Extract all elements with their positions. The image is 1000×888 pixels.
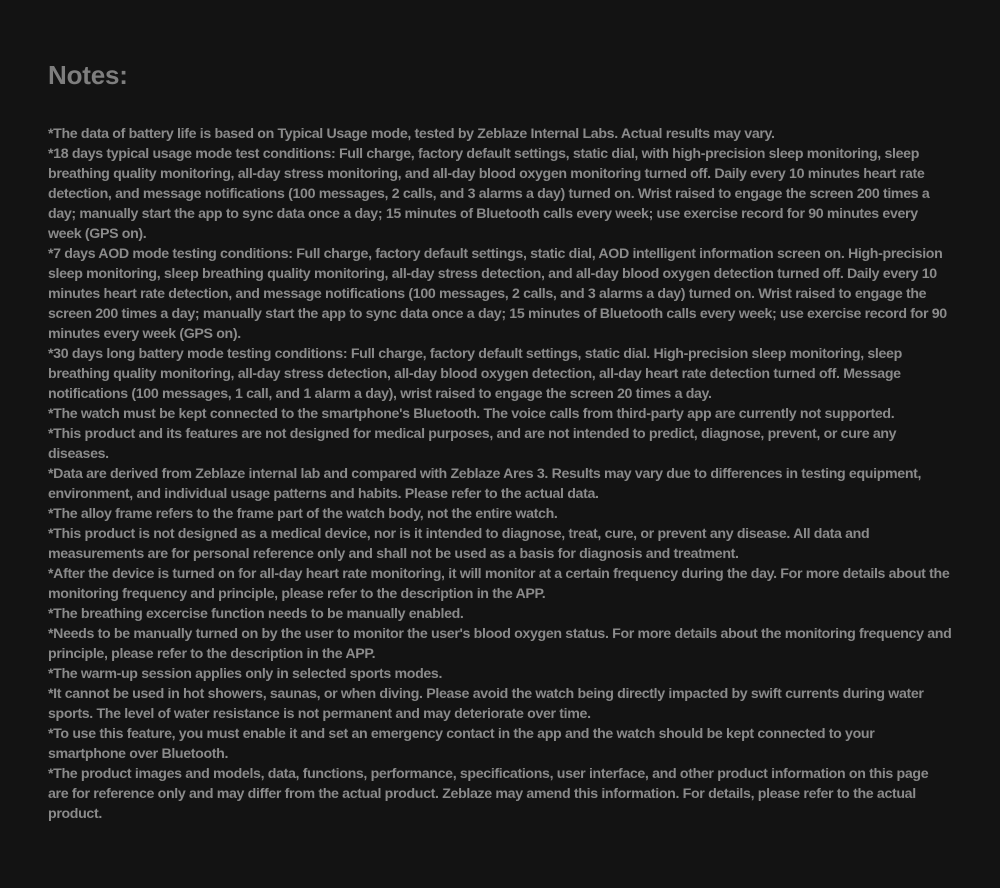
note-blood-oxygen: *Needs to be manually turned on by the user to monitor the user's blood oxygen status. For more details about the monitoring frequency and principle, please refer to the description in the APP.: [48, 626, 952, 662]
note-7-days-aod-mode: *7 days AOD mode testing conditions: Full charge, factory default settings, static dial, AOD intelligent information screen on. High-precision sleep monitoring, sleep breathing quality monitoring, all-day stress detection, and all-day blood oxygen detection turned off. Daily every 10 minutes heart rate detection, and message notifications (100 messages, 2 calls, and 3 alarms a day) turned on. Wrist raised to engage the screen 200 times a day; manually start the app to sync data once a day; 15 minutes of Bluetooth calls every week; use exercise record for 90 minutes every week (GPS on).: [48, 246, 947, 342]
note-bluetooth-connection: *The watch must be kept connected to the smartphone's Bluetooth. The voice calls from third-party app are currently not supported.: [48, 406, 895, 422]
note-product-information: *The product images and models, data, functions, performance, specifications, user interface, and other product information on this page are for reference only and may differ from the actual product. Zeblaze may amend this information. For details, please refer to the actual product.: [48, 766, 929, 822]
note-heart-rate-monitoring: *After the device is turned on for all-day heart rate monitoring, it will monitor at a certain frequency during the day. For more details about the monitoring frequency and principle, please refer to the description in the APP.: [48, 566, 950, 602]
note-battery-life-basis: *The data of battery life is based on Typical Usage mode, tested by Zeblaze Internal Labs. Actual results may vary.: [48, 126, 775, 142]
note-warm-up-session: *The warm-up session applies only in selected sports modes.: [48, 666, 443, 682]
note-not-medical-device: *This product is not designed as a medical device, nor is it intended to diagnose, treat, cure, or prevent any disease. All data and measurements are for personal reference only and shall not be used as a basis for diagnosis and treatment.: [48, 526, 870, 562]
notes-title: Notes:: [48, 60, 128, 90]
note-not-medical-purposes: *This product and its features are not designed for medical purposes, and are not intended to predict, diagnose, prevent, or cure any diseases.: [48, 426, 897, 462]
note-alloy-frame: *The alloy frame refers to the frame part of the watch body, not the entire watch.: [48, 506, 558, 522]
note-data-source: *Data are derived from Zeblaze internal lab and compared with Zeblaze Ares 3. Results may vary due to differences in testing equipment, environment, and individual usage patterns and habits. Please refer to the actual data.: [48, 466, 922, 502]
note-30-days-long-battery: *30 days long battery mode testing conditions: Full charge, factory default settings, static dial. High-precision sleep monitoring, sleep breathing quality monitoring, all-day stress detection, all-day blood oxygen detection, all-day heart rate detection turned off. Message notifications (100 messages, 1 call, and 1 alarm a day), wrist raised to engage the screen 20 times a day.: [48, 346, 902, 402]
note-18-days-typical-usage: *18 days typical usage mode test conditions: Full charge, factory default settings, static dial, with high-precision sleep monitoring, sleep breathing quality monitoring, all-day stress monitoring, and all-day blood oxygen monitoring turned off. Daily every 10 minutes heart rate detection, and message notifications (100 messages, 2 calls, and 3 alarms a day) turned on. Wrist raised to engage the screen 200 times a day; manually start the app to sync data once a day; 15 minutes of Bluetooth calls every week; use exercise record for 90 minutes every week (GPS on).: [48, 146, 930, 242]
note-emergency-contact: *To use this feature, you must enable it and set an emergency contact in the app and the watch should be kept connected to your smartphone over Bluetooth.: [48, 726, 875, 762]
notes-list: [48, 124, 952, 824]
note-breathing-exercise: *The breathing excercise function needs to be manually enabled.: [48, 606, 464, 622]
note-water-resistance: *It cannot be used in hot showers, saunas, or when diving. Please avoid the watch being directly impacted by swift currents during water sports. The level of water resistance is not permanent and may deteriorate over time.: [48, 686, 924, 722]
